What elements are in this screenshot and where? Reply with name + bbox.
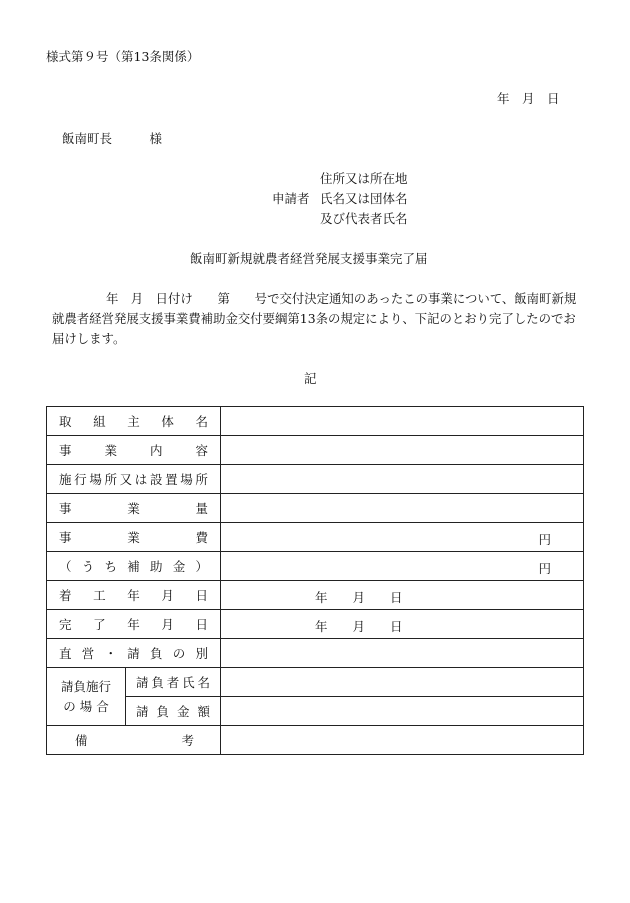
- label-subsidy: [47, 552, 221, 581]
- label-char: 量: [195, 501, 209, 516]
- label-char: 助: [150, 559, 163, 574]
- label-char: 了: [93, 617, 106, 632]
- label-direct-or-contract: [47, 639, 221, 668]
- label-char: 名: [197, 675, 211, 690]
- label-char: 業: [104, 443, 118, 458]
- label-char: 施: [59, 472, 72, 487]
- label-char: 請: [127, 646, 140, 661]
- label-char: 月: [161, 588, 174, 603]
- table-row: [47, 407, 584, 436]
- label-contract-case: [47, 668, 126, 726]
- table-row: [47, 523, 584, 552]
- label-char: 完: [59, 617, 72, 632]
- label-char: 場: [180, 472, 193, 487]
- label-project-cost: [47, 523, 221, 552]
- applicant-name-label: 氏名又は団体名: [320, 191, 408, 206]
- value-direct-or-contract[interactable]: [221, 639, 584, 668]
- label-char: 所: [104, 472, 117, 487]
- value-remarks[interactable]: [221, 726, 584, 755]
- submission-date: 年 月 日: [497, 91, 560, 106]
- value-start-date[interactable]: [221, 581, 584, 610]
- label-char: の: [172, 646, 186, 661]
- form-number: 様式第９号（第13条関係）: [46, 49, 200, 64]
- table-row: [47, 436, 584, 465]
- label-char: 別: [195, 646, 209, 661]
- label-char: 事: [59, 530, 72, 545]
- label-project-content: [47, 436, 221, 465]
- label-char: 直: [59, 646, 72, 661]
- label-start-date: [47, 581, 221, 610]
- label-char: ち: [104, 559, 118, 574]
- table-row: [47, 552, 584, 581]
- label-char: 所: [195, 472, 208, 487]
- label-char: （: [59, 559, 72, 574]
- label-char: 負: [151, 675, 164, 690]
- label-char: 業: [127, 501, 140, 516]
- table-row: [47, 726, 584, 755]
- label-char: 事: [59, 501, 72, 516]
- label-char: 場: [89, 472, 102, 487]
- table-row: [47, 581, 584, 610]
- label-char: 体: [161, 414, 174, 429]
- table-row: [47, 494, 584, 523]
- label-char: 氏: [182, 675, 195, 690]
- label-contract-amount: [126, 697, 221, 726]
- label-char: 工: [93, 588, 106, 603]
- label-char: 内: [150, 443, 163, 458]
- value-contract-amount[interactable]: [221, 697, 584, 726]
- label-char: 月: [161, 617, 174, 632]
- label-char: ）: [195, 559, 209, 574]
- label-char: 考: [181, 733, 195, 748]
- document-title: 飯南町新規就農者経営発展支援事業完了届: [190, 251, 428, 266]
- label-char: 年: [127, 617, 140, 632]
- label-char: 営: [81, 646, 95, 661]
- label-char: 負: [156, 704, 170, 719]
- label-char: 補: [127, 559, 140, 574]
- label-char: 着: [59, 588, 72, 603]
- label-char: は: [134, 472, 148, 487]
- label-char: 業: [127, 530, 140, 545]
- addressee: 飯南町長 様: [62, 131, 163, 146]
- label-char: 取: [59, 414, 72, 429]
- label-char: 日: [195, 588, 209, 603]
- label-char: 設: [149, 472, 163, 487]
- label-char: 請: [136, 675, 149, 690]
- label-char: 行: [74, 472, 87, 487]
- applicant-representative-label: 及び代表者氏名: [320, 211, 408, 226]
- label-char: 金: [177, 704, 190, 719]
- label-char: 備: [75, 733, 88, 748]
- label-char: 費: [195, 530, 209, 545]
- label-char: 日: [195, 617, 209, 632]
- table-row: [47, 639, 584, 668]
- label-char: 金: [172, 559, 186, 574]
- label-char: 容: [195, 443, 209, 458]
- detail-table: [46, 406, 584, 755]
- label-char: 置: [165, 472, 178, 487]
- value-project-content[interactable]: [221, 436, 584, 465]
- table-row: [47, 668, 584, 697]
- label-char: 又: [119, 472, 133, 487]
- label-char: 名: [195, 414, 209, 429]
- table-row: [47, 697, 584, 726]
- contract-case-line1: 請負施行: [60, 678, 111, 694]
- value-project-cost[interactable]: [221, 523, 584, 552]
- label-char: 負: [150, 646, 163, 661]
- label-char: 主: [127, 414, 140, 429]
- label-char: 年: [127, 588, 140, 603]
- label-char: 組: [93, 414, 106, 429]
- value-location[interactable]: [221, 465, 584, 494]
- label-char: 請: [136, 704, 149, 719]
- label-char: 者: [166, 675, 180, 690]
- date-placeholder: 年 月 日: [315, 619, 403, 634]
- value-completion-date[interactable]: [221, 610, 584, 639]
- value-organizer-name[interactable]: [221, 407, 584, 436]
- label-location: [47, 465, 221, 494]
- ki-heading: 記: [304, 371, 317, 386]
- label-char: ・: [104, 646, 118, 661]
- value-project-quantity[interactable]: [221, 494, 584, 523]
- label-contractor-name: [126, 668, 221, 697]
- applicant-label: 申請者: [272, 191, 310, 206]
- body-text: 年 月 日付け 第 号で交付決定通知のあったこの事業について、飯南町新規就農者経営発展支援事業費補助金交付要綱第13条の規定により、下記のとおり完了したのでお届けします。: [52, 291, 577, 346]
- value-contractor-name[interactable]: [221, 668, 584, 697]
- label-project-quantity: [47, 494, 221, 523]
- table-row: [47, 610, 584, 639]
- label-char: 額: [197, 704, 211, 719]
- applicant-address-label: 住所又は所在地: [320, 171, 408, 186]
- value-subsidy[interactable]: [221, 552, 584, 581]
- label-char: う: [81, 559, 95, 574]
- label-remarks: [47, 726, 221, 755]
- yen-unit: 円: [538, 532, 552, 547]
- label-completion-date: [47, 610, 221, 639]
- date-placeholder: 年 月 日: [315, 590, 403, 605]
- label-organizer-name: [47, 407, 221, 436]
- table-row: [47, 465, 584, 494]
- label-char: 事: [59, 443, 72, 458]
- yen-unit: 円: [538, 561, 552, 576]
- contract-case-line2: の 場 合: [63, 698, 109, 714]
